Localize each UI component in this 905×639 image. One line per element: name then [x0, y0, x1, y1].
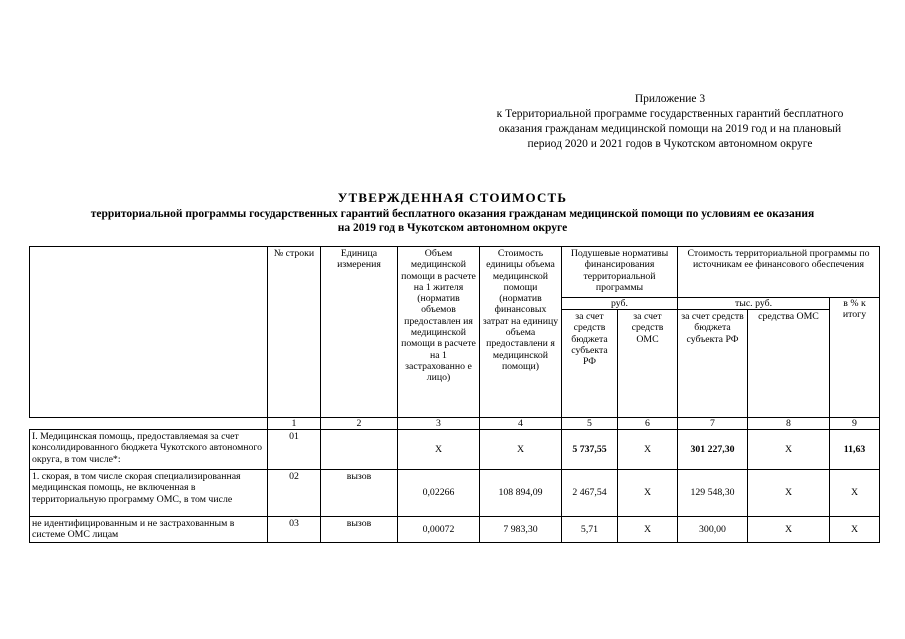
header-cost-oms: средства ОМС [748, 310, 830, 418]
subtitle-line-2: на 2019 год в Чукотском автономном округе [337, 222, 568, 234]
subtitle-line-1: территориальной программы государственных гарантий бесплатного оказания гражданам медицинской помощи по условиям ее оказания [90, 208, 815, 220]
column-number: 9 [830, 418, 880, 430]
row-cost-oms: X [748, 517, 830, 543]
row-volume: 0,00072 [398, 517, 480, 543]
document-subtitle [20, 207, 885, 235]
cost-table [29, 246, 880, 543]
row-per-capita-budget: 5,71 [562, 517, 618, 543]
header-per-capita-oms: за счет средств ОМС [618, 310, 678, 418]
header-cost-budget: за счет средств бюджета субъекта РФ [678, 310, 748, 418]
appendix-line-2: к Территориальной программе государственных гарантий бесплатного [496, 108, 844, 120]
row-volume: 0,02266 [398, 470, 480, 517]
row-volume: X [398, 430, 480, 470]
row-cost-budget: 301 227,30 [678, 430, 748, 470]
column-number: 1 [268, 418, 321, 430]
row-name: 1. скорая, в том числе скорая специализированная медицинская помощь, не включенная в территориальную программу ОМС, в том числе [30, 470, 268, 517]
row-unit [321, 430, 398, 470]
row-per-capita-oms: X [618, 430, 678, 470]
header-per-capita: Подушевые нормативы финансирования территориальной программы [562, 247, 678, 298]
row-per-capita-oms: X [618, 517, 678, 543]
row-name: I. Медицинская помощь, предоставляемая за счет консолидированного бюджета Чукотского автономного округа, в том числе*: [30, 430, 268, 470]
table-row [30, 430, 880, 470]
table-row [30, 517, 880, 543]
row-number: 01 [268, 430, 321, 470]
header-cost-unit: тыс. руб. [678, 298, 830, 310]
row-unit-cost: 108 894,09 [480, 470, 562, 517]
column-number: 8 [748, 418, 830, 430]
row-per-capita-budget: 5 737,55 [562, 430, 618, 470]
header-row-no: № строки [268, 247, 321, 418]
appendix-line-1: Приложение 3 [634, 93, 706, 105]
column-number: 3 [398, 418, 480, 430]
row-cost-oms: X [748, 430, 830, 470]
document-title: УТВЕРЖДЕННАЯ СТОИМОСТЬ [337, 190, 568, 205]
table-row [30, 470, 880, 517]
appendix-header [470, 92, 870, 152]
header-per-capita-unit: руб. [562, 298, 678, 310]
row-pct: X [830, 517, 880, 543]
row-unit: вызов [321, 517, 398, 543]
row-per-capita-budget: 2 467,54 [562, 470, 618, 517]
column-number: 6 [618, 418, 678, 430]
row-cost-budget: 129 548,30 [678, 470, 748, 517]
row-cost-oms: X [748, 470, 830, 517]
header-blank-cell [30, 247, 268, 418]
column-number: 2 [321, 418, 398, 430]
column-number-blank [30, 418, 268, 430]
row-per-capita-oms: X [618, 470, 678, 517]
row-unit: вызов [321, 470, 398, 517]
appendix-line-4: период 2020 и 2021 годов в Чукотском автономном округе [527, 138, 813, 150]
row-number: 03 [268, 517, 321, 543]
row-unit-cost: X [480, 430, 562, 470]
header-unit: Единица измерения [321, 247, 398, 418]
row-cost-budget: 300,00 [678, 517, 748, 543]
header-pct-total: в % к итогу [830, 298, 880, 418]
header-unit-cost: Стоимость единицы объема медицинской помощи (норматив финансовых затрат на единицу объема предоставлени я медицинской помощи) [480, 247, 562, 418]
appendix-line-3: оказания гражданам медицинской помощи на 2019 год и на плановый [498, 123, 842, 135]
column-number: 5 [562, 418, 618, 430]
row-name: не идентифицированным и не застрахованным в системе ОМС лицам [30, 517, 268, 543]
column-number: 7 [678, 418, 748, 430]
header-volume: Объем медицинской помощи в расчете на 1 жителя (норматив объемов предоставлен ия медицинской помощи в расчете на 1 застрахованно е лицо) [398, 247, 480, 418]
header-cost-sources: Стоимость территориальной программы по источникам ее финансового обеспечения [678, 247, 880, 298]
row-unit-cost: 7 983,30 [480, 517, 562, 543]
row-pct: 11,63 [830, 430, 880, 470]
column-number: 4 [480, 418, 562, 430]
row-number: 02 [268, 470, 321, 517]
row-pct: X [830, 470, 880, 517]
header-per-capita-budget: за счет средств бюджета субъекта РФ [562, 310, 618, 418]
